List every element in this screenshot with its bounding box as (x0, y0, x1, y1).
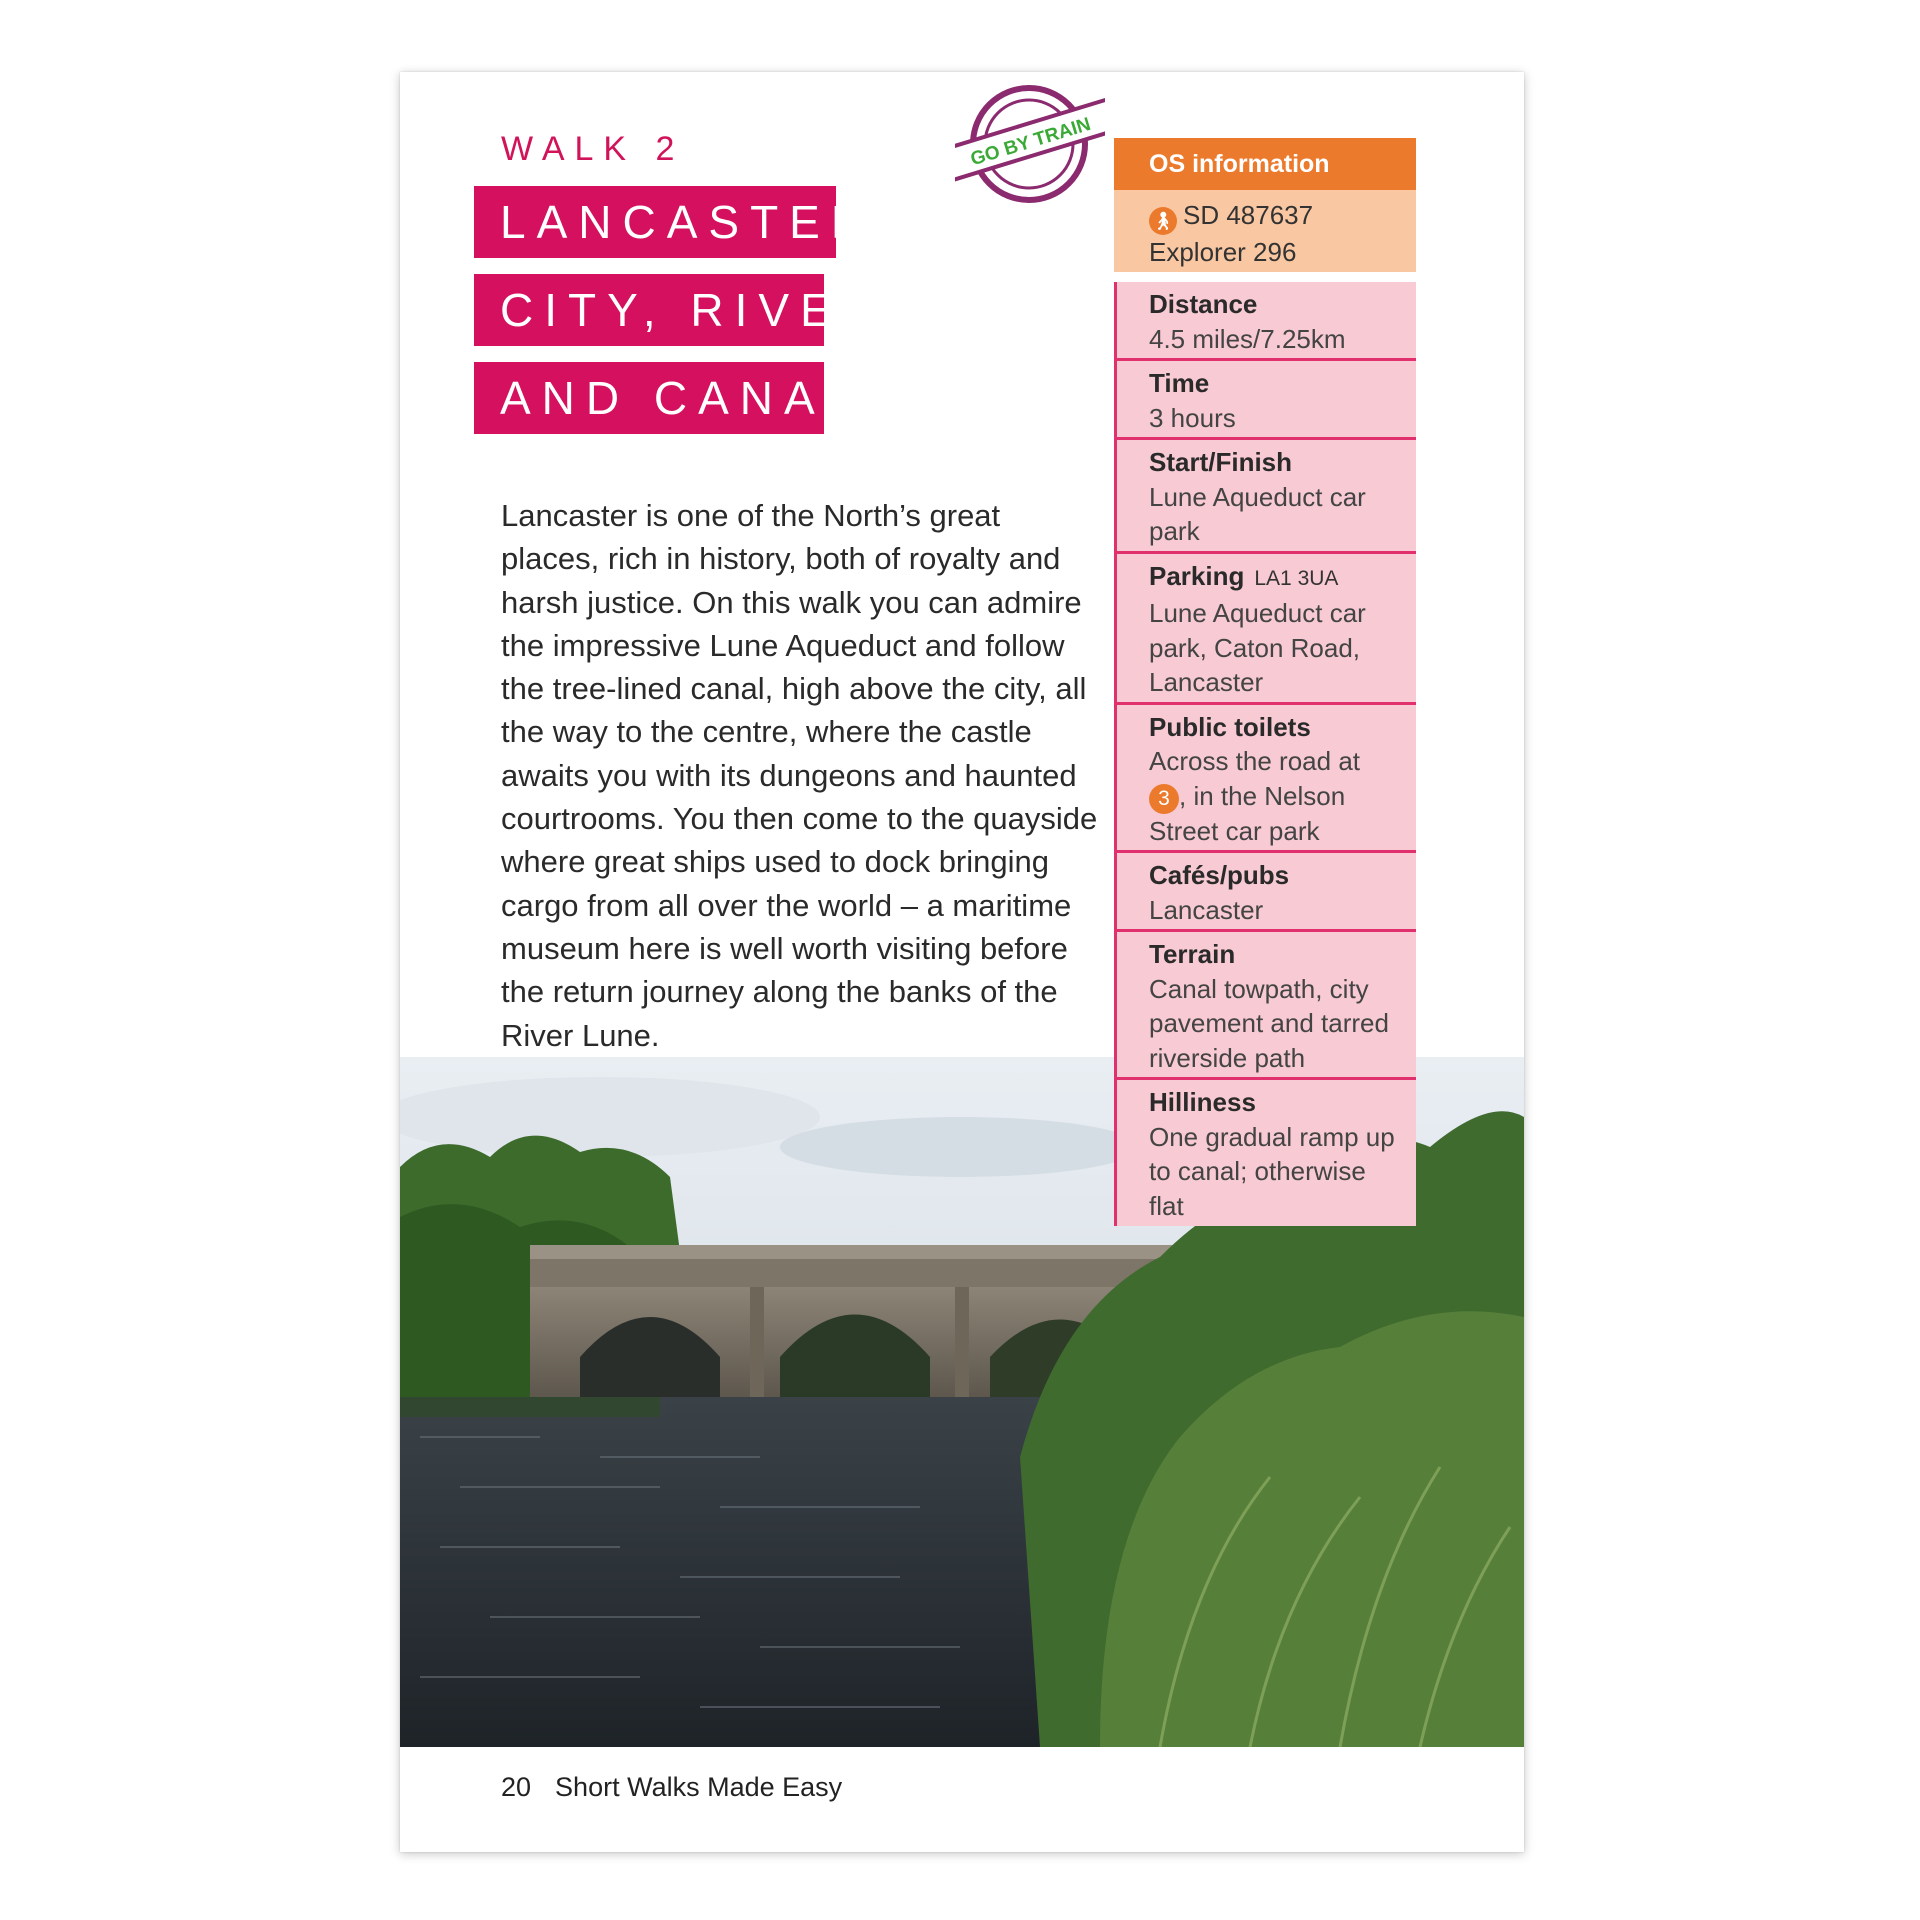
terrain-label: Terrain (1149, 939, 1236, 969)
info-panel (1114, 138, 1416, 1226)
toilets-label: Public toilets (1149, 711, 1311, 742)
hilliness-value: One gradual ramp up to canal; otherwise flat (1149, 1121, 1395, 1221)
toilets-value (1149, 744, 1406, 848)
terrain-row (1117, 932, 1416, 1080)
title-line-2: CITY, RIVER (474, 274, 824, 346)
toilets-value-end: , in the Nelson Street car park (1149, 780, 1346, 846)
page-number: 20 (501, 1772, 532, 1802)
terrain-value: Canal towpath, city pavement and tarred riverside path (1149, 973, 1389, 1073)
parking-label: Parking (1149, 560, 1245, 591)
walker-icon: 🚶︎ (1149, 207, 1177, 235)
parking-postcode: LA1 3UA (1254, 566, 1339, 590)
stamp-text: GO BY TRAIN (968, 113, 1094, 171)
distance-label: Distance (1149, 289, 1258, 319)
start-finish-value: Lune Aqueduct car park (1149, 481, 1366, 546)
parking-row (1117, 554, 1416, 705)
toilets-row (1117, 705, 1416, 854)
start-finish-label: Start/Finish (1149, 447, 1293, 477)
title-line-1: LANCASTER: (474, 186, 836, 258)
cafes-label: Cafés/pubs (1149, 860, 1290, 890)
os-info-heading: OS information (1114, 138, 1416, 190)
time-label: Time (1149, 368, 1210, 398)
parking-value: Lune Aqueduct car park, Caton Road, Lancaster (1149, 598, 1366, 697)
cafes-row (1117, 853, 1416, 932)
hilliness-row (1117, 1080, 1416, 1226)
walk-facts (1114, 282, 1416, 1226)
time-row (1117, 361, 1416, 440)
title-line-3: AND CANAL (474, 362, 824, 434)
distance-value: 4.5 miles/7.25km (1149, 323, 1346, 354)
grid-reference: SD 487637 (1183, 200, 1314, 230)
walk-label: WALK 2 (501, 130, 685, 168)
intro-paragraph: Lancaster is one of the North’s great places, rich in history, both of royalty and harsh justice. On this walk you can admire the impressive Lune Aqueduct and follow the tree-lined canal, high above the city, all the way to the centre, where the castle awaits you with its dungeons and haunted courtrooms. You then come to the quayside where great ships used to dock bringing cargo from all over the world – a maritime museum here is well worth visiting before the return journey along the banks of the River Lune. (501, 498, 1098, 1053)
toilets-value-start: Across the road at (1149, 746, 1360, 776)
cafes-value: Lancaster (1149, 894, 1264, 925)
step-3-marker: 3 (1149, 784, 1179, 814)
hilliness-label: Hilliness (1149, 1087, 1256, 1117)
start-finish-row (1117, 440, 1416, 554)
page-footer (501, 1772, 842, 1803)
distance-row (1117, 282, 1416, 361)
book-title: Short Walks Made Easy (555, 1772, 843, 1802)
book-page (400, 72, 1524, 1852)
os-map: Explorer 296 (1149, 237, 1297, 267)
go-by-train-stamp-icon (955, 76, 1105, 206)
os-info-body (1114, 190, 1416, 272)
time-value: 3 hours (1149, 402, 1236, 433)
